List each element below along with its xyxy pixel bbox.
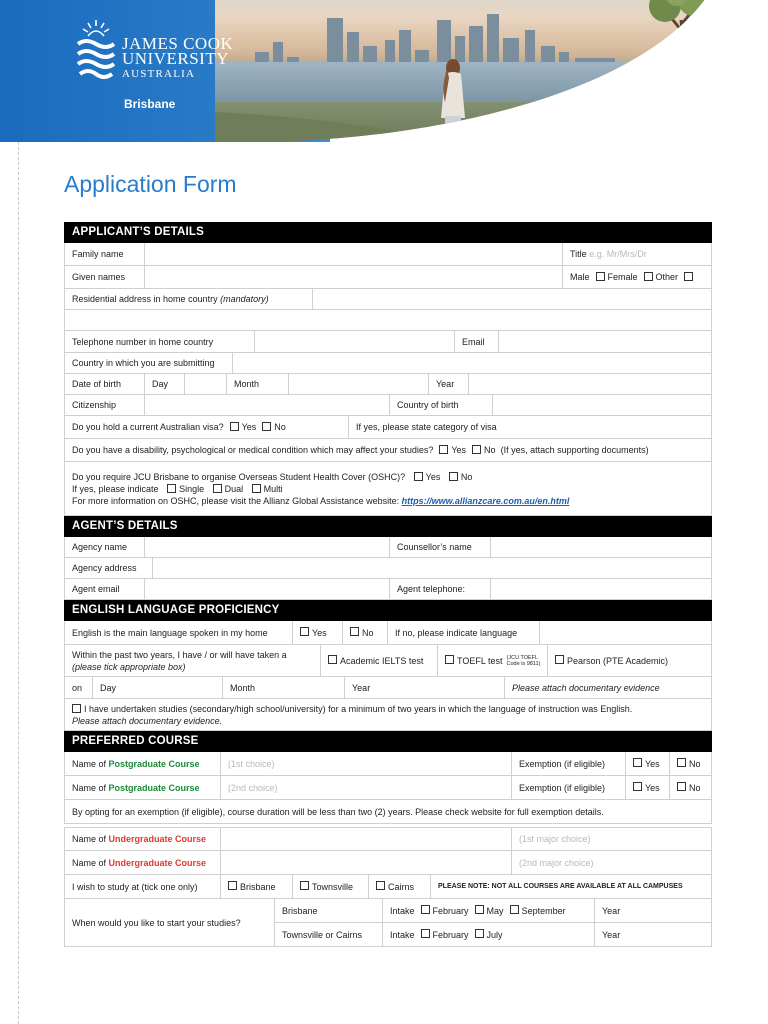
postgrad-2-course-type: Postgraduate Course (108, 782, 200, 793)
visa-no-checkbox[interactable] (262, 422, 271, 431)
gender-options (563, 266, 711, 288)
family-name-field[interactable] (145, 243, 563, 265)
row-main-language (64, 621, 712, 645)
brisbane-checkbox[interactable] (228, 881, 237, 890)
tc-february-label: February (432, 929, 469, 940)
undergrad-2-field[interactable] (221, 851, 512, 874)
english-test-prompt (65, 645, 321, 676)
row-exemption-note (64, 800, 712, 824)
postgrad-1-exemption-yes-checkbox[interactable] (633, 758, 642, 767)
english-studies-block (65, 699, 711, 730)
oshc-no-checkbox[interactable] (449, 472, 458, 481)
row-undergrad-1 (64, 827, 712, 851)
brisbane-february-checkbox[interactable] (421, 905, 430, 914)
agent-email-field[interactable] (145, 579, 390, 599)
row-english-studies (64, 699, 712, 731)
tc-intake-campus: Townsville or Cairns (275, 923, 383, 946)
agent-telephone-label: Agent telephone: (390, 579, 491, 599)
postgrad-2-name-of: Name of (72, 782, 107, 793)
pearson-checkbox[interactable] (555, 655, 564, 664)
row-given-names (64, 266, 712, 289)
english-test-tick-note: (please tick appropriate box) (72, 661, 186, 672)
brisbane-intake-label: Intake (390, 905, 415, 916)
postgrad-1-exemption-no-checkbox[interactable] (677, 758, 686, 767)
oshc-dual-label: Dual (224, 483, 244, 494)
row-date-of-birth (64, 374, 712, 395)
postgrad-1-name-of: Name of (72, 758, 107, 769)
undergrad-2-name-of: Name of (72, 857, 107, 868)
postgrad-2-label (65, 776, 221, 799)
ielts-checkbox[interactable] (328, 655, 337, 664)
margin-guide (18, 142, 19, 1024)
postgrad-1-exemption-yes-label: Yes (645, 758, 660, 769)
disability-question-text: Do you have a disability, psychological or medical condition which may affect your studies? (72, 445, 434, 455)
townsville-label: Townsville (312, 881, 354, 892)
postgrad-2-placeholder: (2nd choice) (228, 782, 278, 793)
visa-category-label: If yes, please state category of visa (356, 422, 497, 432)
address-field[interactable] (313, 289, 711, 309)
other-label: Other (655, 272, 679, 282)
allianz-link[interactable]: https://www.allianzcare.com.au/en.html (401, 495, 570, 506)
test-evidence-note: Please attach documentary evidence (512, 682, 660, 693)
tc-intake-year-field[interactable] (595, 923, 711, 946)
postgrad-1-exemption-yes (626, 752, 670, 775)
agent-telephone-field[interactable] (491, 579, 711, 599)
visa-question (65, 416, 349, 438)
townsville-checkbox[interactable] (300, 881, 309, 890)
toefl-code-note: (JCU TOEFL Code is 9811) (506, 654, 541, 667)
oshc-yes-checkbox[interactable] (414, 472, 423, 481)
visa-question-text: Do you hold a current Australian visa? (72, 422, 224, 432)
application-form (64, 222, 712, 947)
row-agency-name (64, 537, 712, 558)
main-language-no-label: No (362, 627, 374, 638)
tree-image (615, 0, 705, 60)
disability-yes-label: Yes (451, 445, 467, 455)
undergrad-2-major-field[interactable] (512, 851, 711, 874)
pearson-option (548, 645, 711, 676)
toefl-checkbox[interactable] (445, 655, 454, 664)
test-month-label: Month (230, 682, 256, 693)
tc-july-checkbox[interactable] (475, 929, 484, 938)
oshc-yes-label: Yes (425, 471, 441, 482)
country-of-birth-label: Country of birth (390, 395, 493, 415)
main-language-yes-label: Yes (312, 627, 327, 638)
brisbane-label: Brisbane (240, 881, 276, 892)
jcu-logo (74, 18, 244, 88)
agency-name-label: Agency name (65, 537, 145, 557)
counsellor-field[interactable] (491, 537, 711, 557)
row-oshc (64, 462, 712, 516)
row-telephone (64, 331, 712, 353)
title-label: Title (570, 249, 587, 259)
given-names-field[interactable] (145, 266, 563, 288)
agent-email-label: Agent email (65, 579, 145, 599)
undergrad-1-course-type: Undergraduate Course (108, 834, 207, 844)
oshc-single-checkbox[interactable] (167, 484, 176, 493)
study-location-label: I wish to study at (tick one only) (65, 875, 221, 898)
oshc-single-label: Single (179, 483, 205, 494)
citizenship-label: Citizenship (65, 395, 145, 415)
row-disability (64, 439, 712, 462)
logo-line-2: UNIVERSITY (122, 49, 229, 68)
location-brisbane (221, 875, 293, 898)
row-study-location (64, 875, 712, 899)
address-label (65, 289, 313, 309)
undergrad-2-course-type: Undergraduate Course (108, 857, 207, 868)
ielts-option (321, 645, 438, 676)
postgrad-2-exemption-no (670, 776, 711, 799)
postgrad-1-exemption-no-label: No (689, 758, 701, 769)
section-agent-heading: AGENT’S DETAILS (64, 516, 712, 537)
exemption-note: By opting for an exemption (if eligible), course duration will be less than two (2) years. Please check website for full exemption details. (72, 806, 604, 817)
visa-yes-checkbox[interactable] (230, 422, 239, 431)
undergrad-2-label (65, 851, 221, 874)
tc-intake-year-label: Year (602, 929, 621, 940)
tc-intake-label: Intake (390, 929, 415, 940)
row-address (64, 289, 712, 310)
disability-no-checkbox[interactable] (472, 445, 481, 454)
jcu-logo-mark-icon (74, 18, 118, 82)
test-day-field[interactable] (93, 677, 223, 698)
row-country-submitting (64, 353, 712, 374)
undergrad-1-major-field[interactable] (512, 828, 711, 850)
dob-month-field[interactable] (289, 374, 429, 394)
title-placeholder: e.g. Mr/Mrs/Dr (589, 249, 647, 259)
main-language-no-checkbox[interactable] (350, 627, 359, 636)
address-field-line-2[interactable] (65, 310, 711, 330)
cairns-label: Cairns (388, 881, 415, 892)
agency-address-field[interactable] (153, 558, 711, 578)
page-title: Application Form (64, 171, 237, 197)
oshc-type-line (72, 483, 283, 495)
email-field[interactable] (499, 331, 711, 352)
row-agency-address (64, 558, 712, 579)
row-start-date (64, 899, 712, 947)
oshc-block (65, 462, 711, 515)
postgrad-1-exemption-label: Exemption (if eligible) (512, 752, 626, 775)
english-test-text: Within the past two years, I have / or will have taken a (72, 649, 287, 660)
campus-availability-note: PLEASE NOTE: NOT ALL COURSES ARE AVAILABLE AT ALL CAMPUSES (438, 883, 683, 890)
header-banner (0, 0, 768, 142)
logo-line-3: AUSTRALIA (122, 68, 196, 80)
english-studies-line (72, 703, 632, 715)
start-question: When would you like to start your studies? (65, 899, 275, 946)
main-language-yes (293, 621, 343, 644)
postgrad-2-exemption-yes (626, 776, 670, 799)
citizenship-field[interactable] (145, 395, 390, 415)
oshc-info-text: For more information on OSHC, please visit the Allianz Global Assistance website: (72, 495, 400, 506)
other-language-label: If no, please indicate language (388, 621, 540, 644)
tc-july-label: July (486, 929, 503, 940)
section-course-heading: PREFERRED COURSE (64, 731, 712, 752)
row-postgrad-1 (64, 752, 712, 776)
title-field[interactable] (563, 243, 711, 265)
banner-photo (215, 0, 725, 142)
section-english-heading: ENGLISH LANGUAGE PROFICIENCY (64, 600, 712, 621)
tc-intake-options (383, 923, 595, 946)
dob-year-label: Year (429, 374, 469, 394)
disability-note: (If yes, attach supporting documents) (500, 445, 649, 455)
visa-yes-label: Yes (241, 422, 257, 432)
postgrad-1-course-type: Postgraduate Course (108, 758, 200, 769)
other-checkbox[interactable] (684, 272, 693, 281)
brisbane-intake-options (383, 899, 595, 922)
toefl-label: TOEFL test (457, 655, 503, 666)
male-label: Male (570, 272, 590, 282)
row-agent-contact (64, 579, 712, 600)
row-postgrad-2 (64, 776, 712, 800)
oshc-question-text: Do you require JCU Brisbane to organise Overseas Student Health Cover (OSHC)? (72, 471, 406, 482)
address-text: Residential address in home country (72, 294, 218, 304)
postgrad-2-field[interactable] (221, 776, 512, 799)
dob-year-field[interactable] (469, 374, 711, 394)
row-family-name (64, 243, 712, 266)
address-mandatory-note: (mandatory) (220, 294, 269, 304)
brisbane-intake-row (275, 899, 711, 923)
pearson-label: Pearson (PTE Academic) (567, 655, 669, 666)
disability-no-label: No (484, 445, 496, 455)
postgrad-2-exemption-yes-checkbox[interactable] (633, 782, 642, 791)
brisbane-september-label: September (521, 905, 566, 916)
location-townsville (293, 875, 369, 898)
row-visa (64, 416, 712, 439)
dob-day-field[interactable] (185, 374, 227, 394)
row-citizenship (64, 395, 712, 416)
undergrad-1-field[interactable] (221, 828, 512, 850)
main-language-yes-checkbox[interactable] (300, 627, 309, 636)
oshc-multi-label: Multi (263, 483, 283, 494)
telephone-field[interactable] (255, 331, 455, 352)
test-on-label: on (65, 677, 93, 698)
dob-day-label: Day (145, 374, 185, 394)
given-names-label: Given names (65, 266, 145, 288)
oshc-indicate-label: If yes, please indicate (72, 483, 159, 494)
section-applicant-heading: APPLICANT’S DETAILS (64, 222, 712, 243)
postgrad-2-exemption-yes-label: Yes (645, 782, 660, 793)
english-studies-note: Please attach documentary evidence. (72, 715, 223, 726)
country-of-birth-field[interactable] (493, 395, 711, 415)
postgrad-2-exemption-no-checkbox[interactable] (677, 782, 686, 791)
brisbane-intake-campus: Brisbane (275, 899, 383, 922)
row-undergrad-2 (64, 851, 712, 875)
undergrad-1-name-of: Name of (72, 834, 107, 844)
undergrad-1-label (65, 828, 221, 850)
logo-line-1: JAMES COOK (122, 34, 234, 53)
tc-intake-row (275, 923, 711, 946)
location-cairns (369, 875, 431, 898)
country-submitting-label: Country in which you are submitting (65, 353, 233, 373)
disability-question (65, 439, 711, 461)
country-submitting-field[interactable] (233, 353, 711, 373)
female-label: Female (607, 272, 638, 282)
jcu-wordmark (122, 36, 233, 82)
email-label: Email (455, 331, 499, 352)
postgrad-1-label (65, 752, 221, 775)
postgrad-1-exemption-no (670, 752, 711, 775)
oshc-question-line (72, 471, 472, 483)
start-intake-grid (275, 899, 711, 946)
family-name-label: Family name (65, 243, 145, 265)
brisbane-may-checkbox[interactable] (475, 905, 484, 914)
undergrad-2-major-placeholder: (2nd major choice) (519, 857, 594, 868)
brisbane-intake-year-label: Year (602, 905, 621, 916)
toefl-option (438, 645, 548, 676)
brisbane-may-label: May (486, 905, 504, 916)
visa-category-field[interactable] (349, 416, 711, 438)
undergrad-1-major-placeholder: (1st major choice) (519, 834, 591, 844)
english-studies-text: I have undertaken studies (secondary/high school/university) for a minimum of two years in which the language of instruction was English. (84, 703, 633, 714)
ielts-label: Academic IELTS test (340, 655, 424, 666)
dob-month-label: Month (227, 374, 289, 394)
postgrad-1-field[interactable] (221, 752, 512, 775)
person-image (433, 58, 473, 142)
disability-yes-checkbox[interactable] (439, 445, 448, 454)
counsellor-label: Counsellor’s name (390, 537, 491, 557)
test-year-field[interactable] (345, 677, 505, 698)
oshc-info-line (72, 495, 569, 507)
male-checkbox[interactable] (596, 272, 605, 281)
oshc-multi-checkbox[interactable] (252, 484, 261, 493)
postgrad-1-placeholder: (1st choice) (228, 758, 275, 769)
test-year-label: Year (352, 682, 371, 693)
row-address-continued (64, 310, 712, 331)
telephone-label: Telephone number in home country (65, 331, 255, 352)
agency-name-field[interactable] (145, 537, 390, 557)
english-studies-checkbox[interactable] (72, 704, 81, 713)
visa-no-label: No (274, 422, 286, 432)
tc-february-checkbox[interactable] (421, 929, 430, 938)
test-month-field[interactable] (223, 677, 345, 698)
campus-label: Brisbane (124, 97, 176, 111)
female-checkbox[interactable] (644, 272, 653, 281)
row-english-test (64, 645, 712, 677)
test-day-label: Day (100, 682, 117, 693)
main-language-no (343, 621, 388, 644)
agency-address-label: Agency address (65, 558, 153, 578)
cairns-checkbox[interactable] (376, 881, 385, 890)
other-language-field[interactable] (540, 621, 711, 644)
brisbane-february-label: February (432, 905, 469, 916)
main-language-label: English is the main language spoken in my home (65, 621, 293, 644)
brisbane-september-checkbox[interactable] (510, 905, 519, 914)
postgrad-2-exemption-no-label: No (689, 782, 701, 793)
brisbane-intake-year-field[interactable] (595, 899, 711, 922)
dob-label: Date of birth (65, 374, 145, 394)
oshc-no-label: No (460, 471, 473, 482)
postgrad-2-exemption-label: Exemption (if eligible) (512, 776, 626, 799)
row-test-date (64, 677, 712, 699)
oshc-dual-checkbox[interactable] (213, 484, 222, 493)
